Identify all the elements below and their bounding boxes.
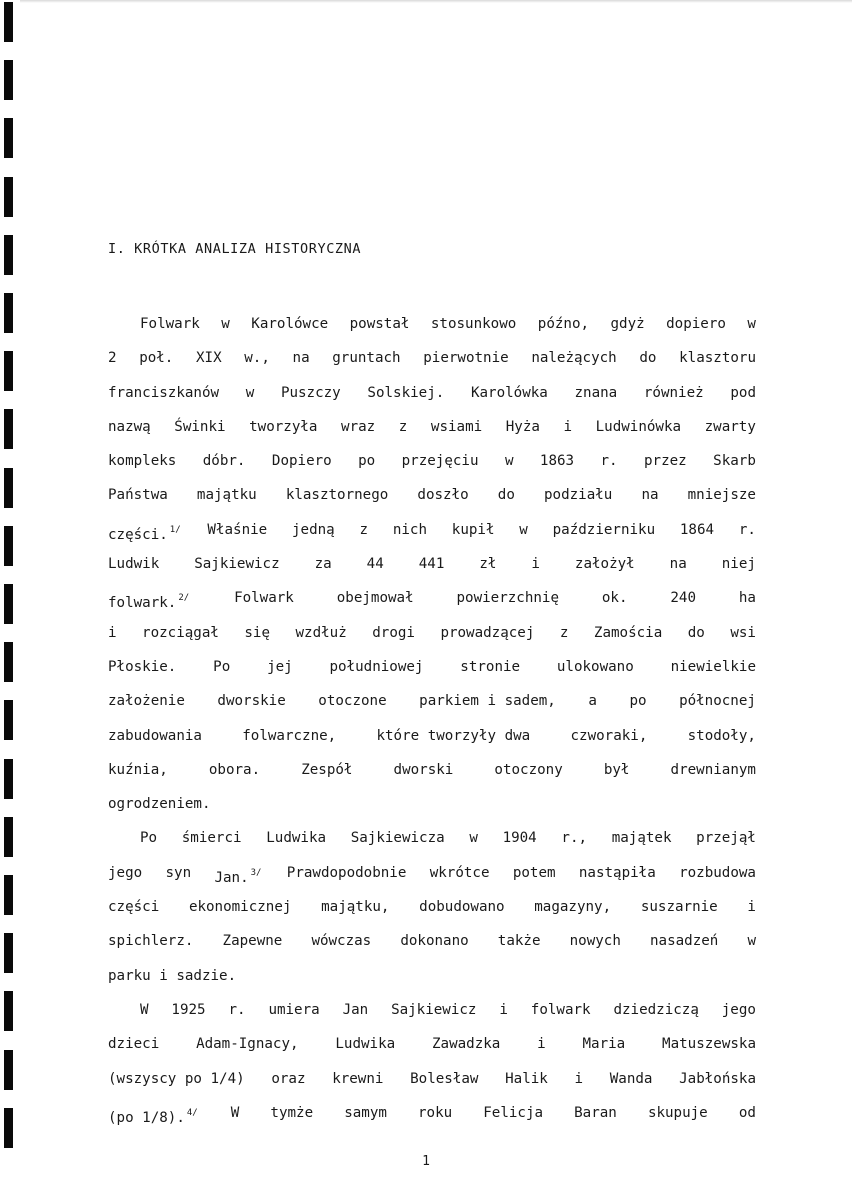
binding-hole-mark bbox=[4, 933, 13, 973]
word: syn bbox=[165, 864, 192, 881]
word: w., bbox=[244, 350, 270, 367]
text-line bbox=[108, 307, 756, 341]
word: również bbox=[643, 384, 704, 401]
text-line bbox=[108, 1096, 756, 1130]
word: powstał bbox=[349, 316, 410, 332]
binding-hole-mark bbox=[4, 293, 13, 333]
binding-hole-mark bbox=[4, 1108, 13, 1148]
word: i bbox=[563, 418, 573, 435]
word-with-footnote bbox=[108, 513, 183, 547]
text-line bbox=[108, 959, 756, 993]
binding-hole-mark bbox=[4, 642, 13, 682]
word: r. bbox=[738, 521, 756, 538]
word: powierzchnię bbox=[456, 590, 559, 607]
word: 441 bbox=[418, 556, 445, 573]
word: był bbox=[603, 761, 630, 778]
word: części. bbox=[108, 526, 168, 543]
word: należących bbox=[531, 350, 617, 367]
word: Halik bbox=[505, 1070, 548, 1087]
word: które tworzyły dwa bbox=[376, 727, 531, 744]
footnote-marker: 3/ bbox=[250, 867, 262, 878]
word: folwark bbox=[530, 1001, 591, 1018]
word: nasadzeń bbox=[649, 933, 719, 950]
word: kuźnia, bbox=[108, 761, 168, 778]
word: się bbox=[244, 624, 271, 641]
word: tymże bbox=[270, 1104, 314, 1121]
word: Sajkiewicza bbox=[350, 830, 445, 847]
word: Felicja bbox=[483, 1104, 544, 1121]
word: W bbox=[230, 1104, 240, 1121]
word: przejął bbox=[696, 830, 756, 847]
word: Po bbox=[213, 658, 231, 675]
word: Wanda bbox=[609, 1070, 653, 1087]
word: W bbox=[140, 1001, 149, 1018]
word: Matuszewska bbox=[662, 1036, 756, 1053]
word: parku i sadzie. bbox=[108, 967, 237, 984]
word: jego bbox=[721, 1001, 756, 1018]
word: w bbox=[519, 521, 528, 538]
word-with-footnote bbox=[108, 1096, 200, 1130]
binding-hole-mark bbox=[4, 759, 13, 799]
word: zabudowania bbox=[108, 727, 202, 744]
word: drewnianym bbox=[670, 761, 756, 778]
word: dworskie bbox=[217, 693, 286, 710]
word: r. bbox=[600, 453, 618, 470]
footnote-marker: 4/ bbox=[186, 1107, 198, 1118]
word: wówczas bbox=[311, 933, 372, 950]
text-line bbox=[108, 341, 756, 375]
word: poł. bbox=[139, 350, 174, 367]
word: samym bbox=[344, 1104, 387, 1121]
word: ulokowano bbox=[556, 658, 634, 675]
word: dokonano bbox=[400, 933, 469, 950]
binding-hole-mark bbox=[4, 60, 13, 100]
word: w bbox=[221, 316, 230, 332]
text-line bbox=[108, 581, 756, 615]
word: niewielkie bbox=[670, 658, 756, 675]
word: do bbox=[687, 624, 705, 641]
word: Płoskie. bbox=[108, 658, 177, 675]
word: potem bbox=[512, 864, 556, 881]
word: jej bbox=[267, 658, 293, 675]
text-line bbox=[108, 719, 756, 753]
word: franciszkanów bbox=[108, 384, 220, 401]
word: z bbox=[398, 418, 408, 435]
word: klasztoru bbox=[679, 350, 756, 367]
word: wzdłuż bbox=[295, 624, 347, 641]
word: gruntach bbox=[332, 350, 401, 367]
word: Baran bbox=[574, 1104, 617, 1121]
binding-hole-mark bbox=[4, 351, 13, 391]
text-line bbox=[108, 890, 756, 924]
word: w bbox=[747, 316, 756, 332]
word: pierwotnie bbox=[423, 350, 509, 367]
word: majątku, bbox=[321, 899, 390, 916]
word: oraz bbox=[271, 1070, 306, 1087]
word: kompleks bbox=[108, 453, 177, 470]
word: na bbox=[292, 350, 310, 367]
word: i bbox=[574, 1070, 584, 1087]
word: prowadzącej bbox=[440, 624, 535, 641]
text-line bbox=[108, 1062, 756, 1096]
word: obora. bbox=[208, 761, 261, 778]
word: suszarnie bbox=[640, 899, 718, 916]
word: do bbox=[639, 350, 657, 367]
word: Państwa bbox=[108, 487, 168, 504]
word: nowych bbox=[569, 933, 621, 950]
word: dworski bbox=[393, 761, 454, 778]
footnote-marker: 2/ bbox=[178, 593, 190, 604]
word: po bbox=[358, 453, 376, 470]
word: 44 bbox=[366, 556, 384, 573]
binding-hole-mark bbox=[4, 468, 13, 508]
section-heading: I. KRÓTKA ANALIZA HISTORYCZNA bbox=[108, 241, 362, 257]
word: nastąpiła bbox=[578, 864, 656, 881]
word: a bbox=[588, 693, 597, 710]
word: parkiem i sadem, bbox=[419, 693, 556, 710]
text-line bbox=[108, 547, 756, 581]
word: klasztornego bbox=[285, 487, 389, 504]
word: w bbox=[504, 453, 514, 470]
word: Sajkiewicz bbox=[391, 1001, 477, 1018]
word: Jan bbox=[342, 1001, 369, 1018]
word: 1864 bbox=[679, 521, 715, 538]
binding-hole-mark bbox=[4, 817, 13, 857]
word: doszło bbox=[417, 487, 469, 504]
word: po bbox=[629, 693, 647, 710]
word: pod bbox=[730, 384, 756, 401]
word: ekonomicznej bbox=[188, 899, 292, 916]
word: Prawdopodobnie bbox=[286, 864, 407, 881]
word: dopiero bbox=[666, 316, 726, 332]
word: Ludwinówka bbox=[595, 418, 682, 435]
binding-hole-mark bbox=[4, 235, 13, 275]
word: rozbudowa bbox=[679, 864, 756, 881]
word-with-footnote bbox=[214, 856, 263, 890]
word: wkrótce bbox=[429, 864, 490, 881]
text-line bbox=[108, 1027, 756, 1061]
text-line bbox=[108, 444, 756, 478]
word: w bbox=[747, 933, 756, 950]
word: do bbox=[497, 487, 515, 504]
word: w bbox=[245, 384, 255, 401]
word: dzieci bbox=[108, 1036, 160, 1053]
word: w bbox=[469, 830, 478, 847]
word: i bbox=[537, 1036, 546, 1053]
page-top-edge bbox=[20, 0, 852, 3]
word: październiku bbox=[552, 521, 656, 538]
word: jego bbox=[108, 864, 143, 881]
text-line bbox=[108, 650, 756, 684]
word: założył bbox=[574, 556, 635, 573]
binding-hole-mark bbox=[4, 700, 13, 740]
word: r. bbox=[228, 1001, 246, 1018]
word: z bbox=[559, 624, 569, 641]
word: na bbox=[641, 487, 659, 504]
text-line bbox=[108, 410, 756, 444]
word: założenie bbox=[108, 693, 185, 710]
word: Dopiero bbox=[271, 453, 332, 470]
word: obejmował bbox=[336, 590, 414, 607]
word: Bolesław bbox=[410, 1070, 479, 1087]
word: Karolówka bbox=[470, 384, 548, 401]
word: umiera bbox=[268, 1001, 320, 1018]
word: i bbox=[499, 1001, 508, 1018]
word: Maria bbox=[582, 1036, 626, 1053]
word: drogi bbox=[372, 624, 415, 641]
text-line bbox=[108, 753, 756, 787]
text-line bbox=[108, 616, 756, 650]
binding-hole-mark bbox=[4, 584, 13, 624]
word: Świnki bbox=[174, 418, 226, 435]
word: południowej bbox=[329, 658, 424, 675]
word: Puszczy bbox=[280, 384, 341, 401]
word: Folwark bbox=[140, 316, 200, 332]
word: XIX bbox=[196, 350, 222, 367]
word: folwarczne, bbox=[242, 727, 337, 744]
word: skupuje bbox=[647, 1104, 708, 1121]
word: niej bbox=[721, 556, 756, 573]
word: mniejsze bbox=[687, 487, 756, 504]
word: wraz bbox=[341, 418, 376, 435]
word: (wszyscy po 1/4) bbox=[108, 1070, 245, 1087]
word: r., bbox=[561, 830, 588, 847]
word: Skarb bbox=[713, 453, 756, 470]
word: Zawadzka bbox=[431, 1036, 501, 1053]
word: krewni bbox=[332, 1070, 384, 1087]
word: zł bbox=[479, 556, 497, 573]
word: Po bbox=[140, 830, 158, 847]
text-line bbox=[108, 924, 756, 958]
word: 2 bbox=[108, 350, 117, 367]
word: podziału bbox=[543, 487, 613, 504]
binding-holes bbox=[0, 0, 20, 1199]
word: późno, bbox=[537, 316, 590, 332]
binding-hole-mark bbox=[4, 526, 13, 566]
word: wsiami bbox=[430, 418, 483, 435]
word: Ludwika bbox=[266, 830, 327, 847]
word: Karolówce bbox=[251, 316, 329, 332]
text-line bbox=[108, 821, 756, 855]
word: Zamościa bbox=[593, 624, 663, 641]
word: Właśnie bbox=[207, 521, 268, 538]
word: gdyż bbox=[610, 316, 645, 332]
word: nich bbox=[392, 521, 427, 538]
word: Solskiej. bbox=[367, 384, 445, 401]
word: czworaki, bbox=[570, 727, 648, 744]
word: i bbox=[747, 899, 756, 916]
word: 240 bbox=[670, 590, 696, 607]
word: przejęciu bbox=[401, 453, 479, 470]
word: i bbox=[531, 556, 540, 573]
word: znana bbox=[574, 384, 618, 401]
word: jedną bbox=[292, 521, 335, 538]
word: stosunkowo bbox=[430, 316, 517, 332]
word: ok. bbox=[601, 590, 628, 607]
word: rozciągał bbox=[142, 624, 219, 641]
text-line bbox=[108, 787, 756, 821]
binding-hole-mark bbox=[4, 177, 13, 217]
word: majątek bbox=[611, 830, 672, 847]
word: także bbox=[497, 933, 541, 950]
text-line bbox=[108, 513, 756, 547]
word: i bbox=[108, 624, 117, 641]
word: Ludwika bbox=[335, 1036, 396, 1053]
text-line bbox=[108, 684, 756, 718]
word: dziedziczą bbox=[613, 1001, 699, 1018]
text-line bbox=[108, 993, 756, 1027]
word: magazyny, bbox=[534, 899, 612, 916]
word: na bbox=[669, 556, 687, 573]
binding-hole-mark bbox=[4, 2, 13, 42]
word: ha bbox=[738, 590, 756, 607]
text-line bbox=[108, 856, 756, 890]
binding-hole-mark bbox=[4, 1050, 13, 1090]
binding-hole-mark bbox=[4, 991, 13, 1031]
word: kupił bbox=[451, 521, 495, 538]
word: Folwark bbox=[234, 590, 294, 607]
word: folwark. bbox=[108, 595, 177, 612]
word: północnej bbox=[679, 693, 756, 710]
text-line bbox=[108, 376, 756, 410]
word: przez bbox=[644, 453, 687, 470]
word: Jabłońska bbox=[679, 1070, 756, 1087]
word: tworzyła bbox=[249, 418, 318, 435]
word-with-footnote bbox=[108, 581, 191, 615]
word: spichlerz. bbox=[108, 933, 194, 950]
word: zwarty bbox=[704, 418, 756, 435]
word: 1863 bbox=[539, 453, 575, 470]
word: ogrodzeniem. bbox=[108, 796, 211, 813]
word: dóbr. bbox=[202, 453, 246, 470]
binding-hole-mark bbox=[4, 875, 13, 915]
word: Jan. bbox=[214, 869, 249, 886]
word: dobudowano bbox=[419, 899, 505, 916]
word: Ludwik bbox=[108, 556, 160, 573]
word: z bbox=[359, 521, 369, 538]
word: od bbox=[738, 1104, 756, 1121]
word: Zapewne bbox=[222, 933, 283, 950]
page-number: 1 bbox=[422, 1154, 430, 1169]
word: śmierci bbox=[181, 830, 242, 847]
word: 1925 bbox=[171, 1001, 206, 1018]
footnote-marker: 1/ bbox=[169, 524, 181, 535]
word: otoczony bbox=[494, 761, 563, 778]
word: Adam-Ignacy, bbox=[196, 1036, 299, 1053]
binding-hole-mark bbox=[4, 409, 13, 449]
binding-hole-mark bbox=[4, 118, 13, 158]
word: stronie bbox=[460, 658, 521, 675]
word: (po 1/8). bbox=[108, 1109, 185, 1126]
word: części bbox=[108, 899, 160, 916]
text-line bbox=[108, 478, 756, 512]
word: wsi bbox=[730, 624, 756, 641]
body-text bbox=[108, 307, 756, 1130]
word: 1904 bbox=[502, 830, 537, 847]
word: roku bbox=[418, 1104, 453, 1121]
word: stodoły, bbox=[687, 727, 756, 744]
word: za bbox=[314, 556, 332, 573]
word: Zespół bbox=[301, 761, 353, 778]
word: Hyża bbox=[505, 418, 540, 435]
word: Sajkiewicz bbox=[194, 556, 280, 573]
word: majątku bbox=[196, 487, 257, 504]
word: otoczone bbox=[318, 693, 387, 710]
word: nazwą bbox=[108, 418, 151, 435]
